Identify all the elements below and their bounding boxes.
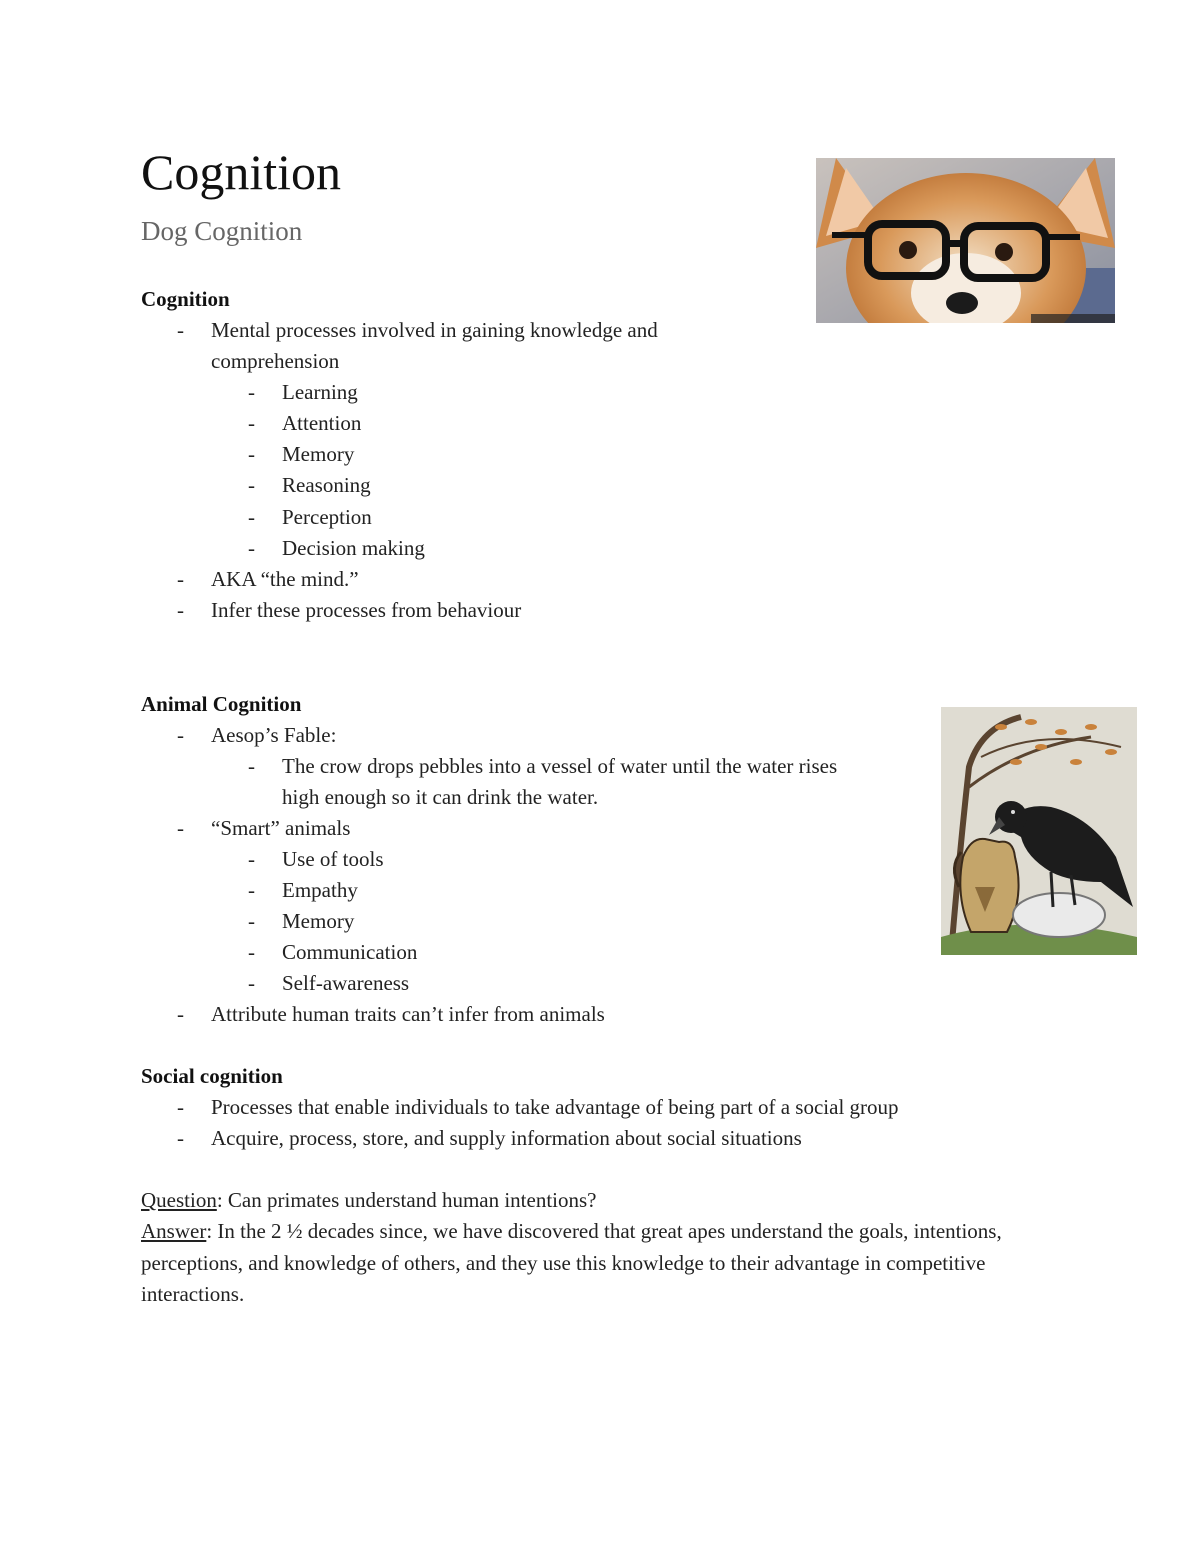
list-item: Acquire, process, store, and supply information about social situations: [211, 1126, 802, 1150]
sub-list-item: Memory: [282, 909, 355, 933]
bullet-dash: -: [248, 847, 255, 871]
sub-list-item: Empathy: [282, 878, 358, 902]
bullet-dash: -: [177, 1126, 184, 1150]
list-item: Mental processes involved in gaining knowledge and: [211, 318, 658, 342]
sub-list-item: Perception: [282, 505, 372, 529]
crow-and-pitcher-image: [941, 707, 1137, 955]
bullet-dash: -: [248, 380, 255, 404]
bullet-dash: -: [248, 536, 255, 560]
bullet-dash: -: [177, 1002, 184, 1026]
section-heading-cognition: Cognition: [141, 287, 230, 311]
list-item: Aesop’s Fable:: [211, 723, 337, 747]
dog-with-glasses-image: [816, 158, 1115, 323]
answer-paragraph: [141, 1216, 1061, 1311]
bullet-dash: -: [248, 754, 255, 778]
bullet-dash: -: [248, 909, 255, 933]
question-paragraph: [141, 1185, 1061, 1217]
bullet-dash: -: [248, 878, 255, 902]
sub-list-item: Memory: [282, 442, 355, 466]
bullet-dash: -: [248, 971, 255, 995]
list-item: Attribute human traits can’t infer from animals: [211, 1002, 605, 1026]
answer-text: : In the 2 ½ decades since, we have discovered that great apes understand the goals, intentions, perceptions, and knowledge of others, and they use this knowledge to their advantage in competitive interactions.: [141, 1219, 1002, 1306]
page-subtitle: Dog Cognition: [141, 216, 303, 246]
answer-label: Answer: [141, 1219, 207, 1243]
bullet-dash: -: [248, 940, 255, 964]
sub-list-item: The crow drops pebbles into a vessel of water until the water rises: [282, 754, 838, 778]
bullet-dash: -: [177, 723, 184, 747]
bullet-dash: -: [248, 442, 255, 466]
section-heading-animal-cognition: Animal Cognition: [141, 692, 302, 716]
list-item: Processes that enable individuals to take advantage of being part of a social group: [211, 1095, 899, 1119]
bullet-dash: -: [177, 318, 184, 342]
section-heading-social-cognition: Social cognition: [141, 1064, 283, 1088]
sub-list-item: Decision making: [282, 536, 425, 560]
sub-list-item: Attention: [282, 411, 362, 435]
sub-list-item: Communication: [282, 940, 418, 964]
question-label: Question: [141, 1188, 217, 1212]
bullet-dash: -: [177, 598, 184, 622]
list-item: Infer these processes from behaviour: [211, 598, 522, 622]
sub-list-item: Learning: [282, 380, 358, 404]
bullet-dash: -: [248, 505, 255, 529]
question-text: : Can primates understand human intentions?: [216, 1188, 597, 1212]
bullet-dash: -: [177, 567, 184, 591]
sub-list-item: Use of tools: [282, 847, 384, 871]
list-item: AKA “the mind.”: [211, 567, 359, 591]
sub-list-item: Self-awareness: [282, 971, 410, 995]
page-title: Cognition: [141, 144, 342, 200]
list-item: “Smart” animals: [211, 816, 351, 840]
bullet-dash: -: [248, 473, 255, 497]
sub-list-item: Reasoning: [282, 473, 371, 497]
list-item-continuation: comprehension: [211, 349, 340, 373]
bullet-dash: -: [177, 816, 184, 840]
bullet-dash: -: [248, 411, 255, 435]
sub-list-item-continuation: high enough so it can drink the water.: [282, 785, 599, 809]
bullet-dash: -: [177, 1095, 184, 1119]
